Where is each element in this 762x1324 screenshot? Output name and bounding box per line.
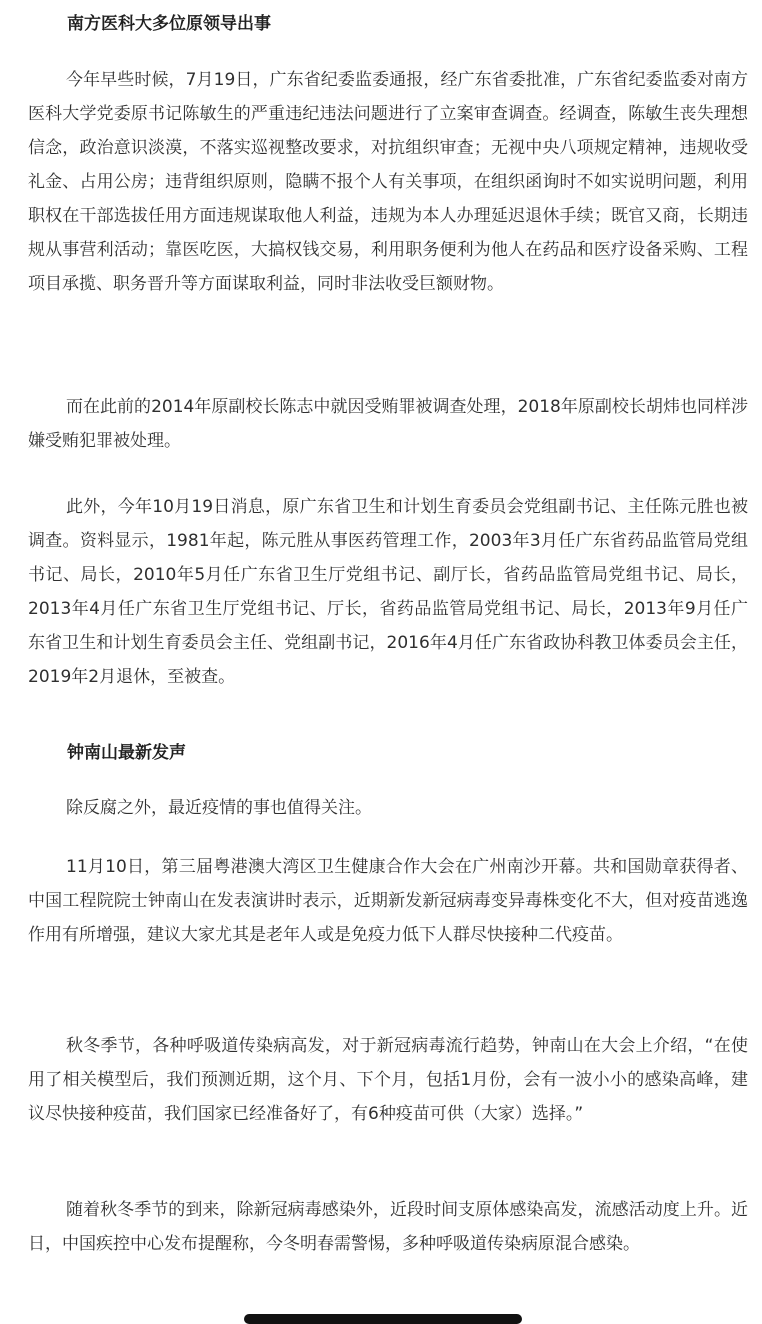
paragraph: 11月10日，第三届粤港澳大湾区卫生健康合作大会在广州南沙开幕。共和国勋章获得者、中国工程院院士钟南山在发表演讲时表示，近期新发新冠病毒变异毒株变化不大，但对疫苗逃逸作用有所增强，建议大家尤其是老年人或是免疫力低下人群尽快接种二代疫苗。 — [28, 857, 748, 945]
paragraph: 除反腐之外，最近疫情的事也值得关注。 — [66, 798, 372, 818]
paragraph: 秋冬季节，各种呼吸道传染病高发，对于新冠病毒流行趋势，钟南山在大会上介绍，“在使用了相关模型后，我们预测近期，这个月、下个月，包括1月份，会有一波小小的感染高峰，建议尽快接种疫苗，我们国家已经准备好了，有6种疫苗可供（大家）选择。” — [28, 1036, 748, 1124]
paragraph: 随着秋冬季节的到来，除新冠病毒感染外，近段时间支原体感染高发，流感活动度上升。近日，中国疾控中心发布提醒称，今冬明春需警惕，多种呼吸道传染病原混合感染。 — [28, 1200, 748, 1254]
section-title: 钟南山最新发声 — [67, 743, 186, 763]
paragraph: 而在此前的2014年原副校长陈志中就因受贿罪被调查处理，2018年原副校长胡炜也同样涉嫌受贿犯罪被处理。 — [28, 397, 748, 451]
section-title: 南方医科大多位原领导出事 — [67, 14, 271, 34]
paragraph: 此外，今年10月19日消息，原广东省卫生和计划生育委员会党组副书记、主任陈元胜也被调查。资料显示，1981年起，陈元胜从事医药管理工作，2003年3月任广东省药品监管局党组书记、局长，2010年5月任广东省卫生厅党组书记、副厅长，省药品监管局党组书记、局长，2013年4月任广东省卫生厅党组书记、厅长，省药品监管局党组书记、局长，2013年9月任广东省卫生和计划生育委员会主任、党组副书记，2016年4月任广东省政协科教卫体委员会主任，2019年2月退休，至被查。 — [28, 497, 748, 687]
home-indicator[interactable] — [244, 1314, 522, 1324]
paragraph: 今年早些时候，7月19日，广东省纪委监委通报，经广东省委批准，广东省纪委监委对南方医科大学党委原书记陈敏生的严重违纪违法问题进行了立案审查调查。经调查，陈敏生丧失理想信念，政治意识淡漠，不落实巡视整改要求，对抗组织审查；无视中央八项规定精神，违规收受礼金、占用公房；违背组织原则，隐瞒不报个人有关事项，在组织函询时不如实说明问题，利用职权在干部选拔任用方面违规谋取他人利益，违规为本人办理延迟退休手续；既官又商，长期违规从事营利活动；靠医吃医，大搞权钱交易，利用职务便利为他人在药品和医疗设备采购、工程项目承揽、职务晋升等方面谋取利益，同时非法收受巨额财物。 — [28, 70, 748, 294]
